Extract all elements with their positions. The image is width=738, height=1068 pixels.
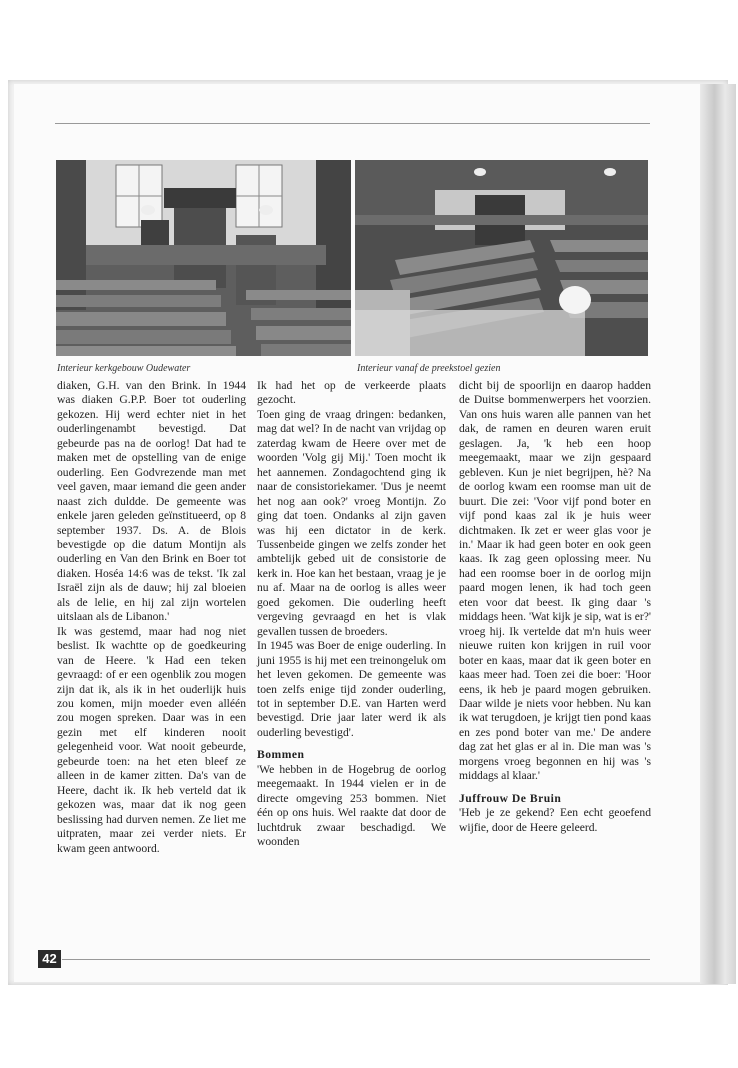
caption-right: Interieur vanaf de preekstoel gezien (357, 363, 501, 374)
page-curl-right (700, 84, 736, 984)
paragraph: 'Heb je ze gekend? Een echt geoefend wijfie, door de Heere geleerd. (459, 806, 651, 834)
photo-view-from-pulpit-image (355, 160, 648, 356)
photo-church-interior (56, 160, 351, 356)
paragraph: diaken, G.H. van den Brink. In 1944 was diaken G.P.P. Boer tot ouderling gekozen. Hij werd echter niet in het ouderlingenambt bevestigd. Dat gebeurde pas na de oorlog! Dat had te maken met de opstelling van de enige ouderling. Een Godvrezende man met veel gaven, maar iemand die geen ander naast zich duldde. De gemeente was enkele jaren geleden geïnstitueerd, op 8 september 1937. Ds. A. de Blois bevestigde op die datum Montijn als ouderling en Van den Brink en Boer tot diaken. Hoséa 14:6 was de tekst. 'Ik zal Israël zijn als de dauw; hij zal bloeien als de lelie, en hij zal zijn wortelen uitslaan als de Libanon.' (57, 379, 246, 624)
text-column-2 (257, 379, 446, 850)
photo-view-from-pulpit (355, 160, 648, 356)
photo-church-interior-image (56, 160, 351, 356)
caption-left: Interieur kerkgebouw Oudewater (57, 363, 191, 374)
text-column-3 (459, 379, 651, 835)
text-column-1 (57, 379, 246, 856)
section-heading-juffrouw-de-bruin: Juffrouw De Bruin (459, 791, 562, 805)
paragraph: In 1945 was Boer de enige ouderling. In juni 1955 is hij met een treinongeluk om het leven gekomen. De gemeente was toen zelfs enige tijd zonder ouderling, tot in september D.E. van Harten werd bevestigd. Drie jaar later werd ik als ouderling bevestigd'. (257, 639, 446, 739)
section-heading-bommen: Bommen (257, 748, 305, 762)
paragraph: 'We hebben in de Hogebrug de oorlog meegemaakt. In 1944 vielen er in de directe omgeving 253 bommen. Niet één op ons huis. Wel raakte dat door de luchtdruk zwaar beschadigd. We woonden (257, 762, 446, 849)
top-rule (55, 123, 650, 124)
page-number: 42 (38, 950, 61, 968)
bottom-rule (62, 959, 650, 960)
paragraph: Ik had het op de verkeerde plaats gezocht. (257, 379, 446, 407)
paragraph: dicht bij de spoorlijn en daarop hadden de Duitse bommenwerpers het voorzien. Van ons huis waren alle pannen van het dak, de ramen en deuren waren eruit geslagen. Ja, 'k heb een hoop meegemaakt, maar we zijn gespaard gebleven. Kun je niet begrijpen, hè? Na de oorlog kwam een roomse man uit de buurt. Die zei: 'Voor vijf pond boter en vijf pond kaas zal ik je huis weer dichtmaken. Ik zet er weer glas voor je in.' Maar ik had geen boter en ook geen kaas. Ik zag geen oplossing meer. Nu had een roomse boer in de oorlog mijn paard mogen lenen, ik had toch geen eten voor dat beest. Ik ging daar 's middags heen. 'Wat kijk je sip, wat is er?' vroeg hij. Ik vertelde dat m'n huis weer nieuwe ruiten kon krijgen in ruil voor boter en kaas, maar dat ik geen boter en kaas meer had. Toen zei die boer: 'Hoor eens, ik heb je paard mogen gebruiken. Daar wilde je niets voor hebben. Nu kan ik wat terugdoen, je krijgt tien pond kaas en zes pond boter van me.' De andere dag zat het glas er al in. Die man was 's morgens vroeg begonnen en hij was 's middags al klaar.' (459, 379, 651, 783)
paragraph: Ik was gestemd, maar had nog niet beslist. Ik wachtte op de goedkeuring van de Heere. 'k Had een teken gevraagd: of er een ogenblik zou mogen zijn dat ik, als ik in het ouderlijk huis zou komen, mijn moeder even alléén zou mogen spreken. Daar was in een gezin met elf kinderen nooit gelegenheid voor. Wat nooit gebeurde, gebeurde toen: na het eten bleef ze alleen in de kamer zitten. Da's van de Heere, dacht ik. Ik heb verteld dat ik gekozen was, maar dat ik nog geen beslissing had durven nemen. Ze liet me uitpraten, maar zei verder niets. Er kwam geen antwoord. (57, 624, 246, 855)
paragraph: Toen ging de vraag dringen: bedanken, mag dat wel? In de nacht van vrijdag op zaterdag kwam de Heere over met de woorden 'Volg gij Mij.' Toen mocht ik het aannemen. Zondagochtend ging ik naar de consistoriekamer. 'Dus je neemt het nog aan ook?' vroeg Montijn. Zo ging dat toen. Ondanks al zijn gaven was hij een dictator in de kerk. Tussenbeide gingen we zelfs zonder het ambtelijk gebed uit de consistorie de kerk in. Hoe kan het bestaan, vraag je je nu af. Maar na de oorlog is alles weer goed gekomen. Die ouderling heeft vergeving gevraagd en het is vlak gevallen tussen de broeders. (257, 407, 446, 638)
